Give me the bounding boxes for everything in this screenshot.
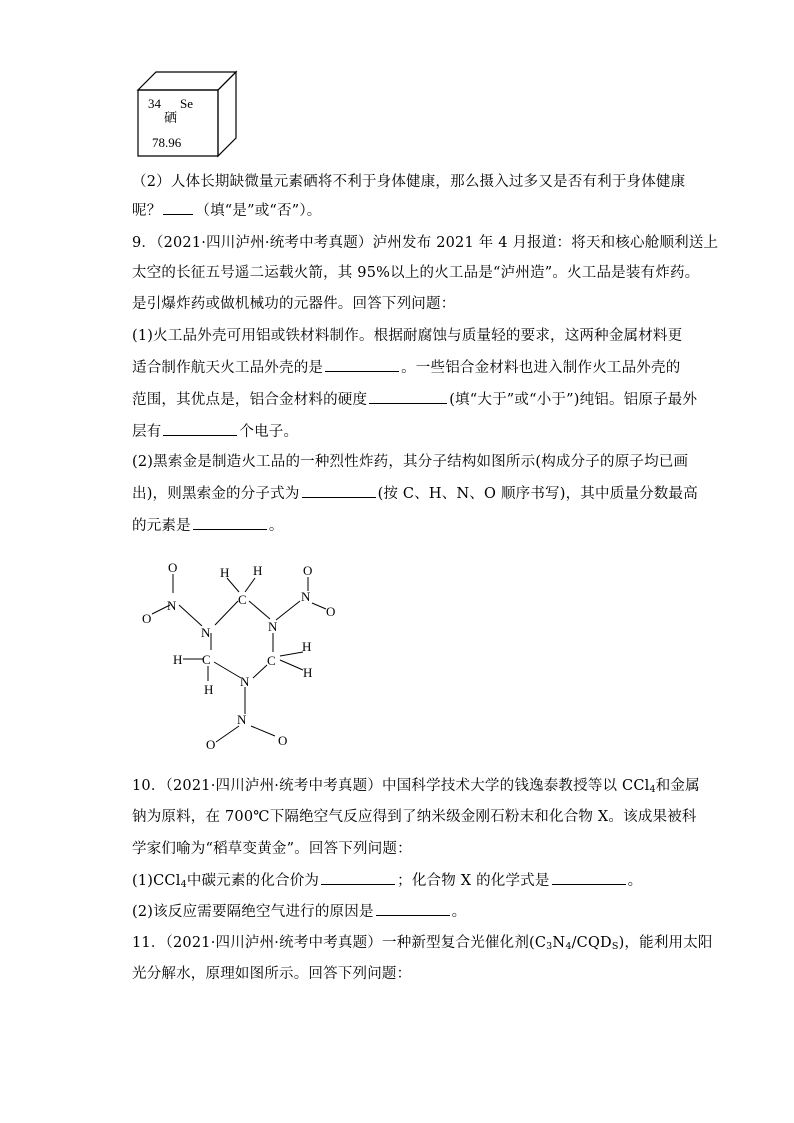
atom-o: O [303, 563, 313, 578]
atom-n: N [240, 674, 250, 689]
element-name: 硒 [164, 110, 178, 125]
element-symbol: Se [180, 96, 193, 111]
q9-line2: 太空的长征五号遥二运载火箭，其 95%以上的火工品是“泸州造”。火工品是装有炸药。 [132, 265, 700, 281]
q9-text: (按 C、H、N、O 顺序书写)，其中质量分数最高 [377, 486, 698, 502]
q9-text: (填“大于”或“小于”)纯铝。铝原子最外 [449, 392, 698, 408]
atom-o: O [278, 733, 288, 748]
subscript: 4 [649, 784, 656, 795]
q9-p1-line2 [132, 357, 680, 378]
atom-h: H [303, 665, 313, 680]
answer-blank[interactable] [369, 389, 447, 404]
q9-p2-line2 [132, 483, 698, 504]
atom-h: H [220, 565, 230, 580]
atom-n: N [201, 625, 211, 640]
atom-n: N [167, 598, 177, 613]
q9-p1-line3 [132, 389, 697, 410]
q11-line1 [132, 933, 713, 953]
atom-h: H [204, 682, 214, 697]
q9-p1-line1: (1)火工品外壳可用铝或铁材料制作。根据耐腐蚀与质量轻的要求，这两种金属材料更 [132, 328, 683, 344]
atom-c: C [267, 653, 276, 668]
q8-text: （填“是”或“否”）。 [195, 203, 322, 219]
q9-text: 适合制作航天火工品外壳的是 [132, 360, 324, 376]
subscript: 3 [546, 941, 553, 952]
atom-o: O [168, 560, 178, 575]
q8-text: 呢？ [132, 203, 162, 219]
q11-text: /CQD [571, 935, 612, 951]
q9-text: 。 [268, 518, 284, 534]
q9-text: 出)，则黑索金的分子式为 [132, 486, 300, 502]
q9-p2-line3 [132, 515, 284, 536]
q10-text: (2)该反应需要隔绝空气进行的原因是 [132, 904, 374, 920]
element-cube-outline [134, 68, 238, 160]
q11-text: N [552, 935, 566, 951]
atom-n: N [237, 712, 247, 727]
atom-o: O [326, 604, 336, 619]
q10-line1 [132, 776, 700, 796]
rdx-molecule-diagram [136, 556, 346, 756]
atom-n: N [268, 619, 278, 634]
subscript: S [611, 941, 619, 952]
q10-text: 。 [451, 904, 467, 920]
answer-blank[interactable] [552, 870, 626, 885]
atom-n: N [301, 589, 311, 604]
q8-part2-line1: （2）人体长期缺微量元素硒将不利于身体健康，那么摄入过多又是否有利于身体健康 [132, 174, 686, 190]
subscript: 4 [180, 879, 187, 890]
q10-p1 [132, 870, 642, 891]
selenium-element-card [134, 68, 238, 160]
q9-text: 个电子。 [239, 424, 299, 440]
q9-p2-line1: (2)黑索金是制造火工品的一种烈性炸药，其分子结构如图所示(构成分子的原子均已画 [132, 454, 689, 470]
answer-blank[interactable] [376, 901, 450, 916]
q9-line3: 是引爆炸药或做机械功的元器件。回答下列问题： [132, 296, 456, 312]
answer-blank[interactable] [321, 870, 395, 885]
q10-text: 。 [627, 873, 643, 889]
q10-text: ；化合物 X 的化学式是 [397, 873, 550, 889]
q9-p1-line4 [132, 421, 298, 442]
q10-text: (1)CCl [132, 873, 181, 889]
q11-text: 11．（2021·四川泸州·统考中考真题）一种新型复合光催化剂(C [132, 935, 547, 951]
atom-o: O [142, 611, 152, 626]
q8-part2-line2 [132, 200, 322, 221]
q10-text: 10．（2021·四川泸州·统考中考真题）中国科学技术大学的钱逸泰教授等以 CCl [132, 778, 650, 794]
q9-text: 的元素是 [132, 518, 191, 534]
atom-h: H [302, 639, 312, 654]
atom-c: C [202, 652, 211, 667]
answer-blank[interactable] [193, 515, 267, 530]
q10-line3: 学家们喻为“稻草变黄金”。回答下列问题： [132, 841, 412, 857]
q10-line2: 钠为原料，在 700℃下隔绝空气反应得到了纳米级金刚石粉末和化合物 X。该成果被科 [132, 809, 697, 825]
answer-blank[interactable] [163, 200, 193, 215]
q11-text: )，能利用太阳 [618, 935, 713, 951]
atom-o: O [206, 737, 216, 752]
atom-h: H [253, 563, 263, 578]
q9-text: 。一些铝合金材料也进入制作火工品外壳的 [401, 360, 681, 376]
atomic-mass: 78.96 [152, 135, 182, 150]
q9-line1: 9．（2021·四川泸州·统考中考真题）泸州发布 2021 年 4 月报道：将天和核心舱顺利送上 [132, 235, 719, 251]
q10-text: 中碳元素的化合价为 [186, 873, 320, 889]
atom-h: H [173, 652, 183, 667]
q11-line2: 光分解水，原理如图所示。回答下列问题： [132, 966, 412, 982]
q10-text: 和金属 [655, 778, 700, 794]
atomic-number: 34 [148, 96, 161, 111]
atom-c: C [238, 592, 247, 607]
q9-text: 范围，其优点是，铝合金材料的硬度 [132, 392, 368, 408]
answer-blank[interactable] [163, 421, 237, 436]
subscript: 4 [565, 941, 572, 952]
q10-p2 [132, 901, 466, 922]
answer-blank[interactable] [302, 483, 376, 498]
answer-blank[interactable] [325, 357, 399, 372]
q9-text: 层有 [132, 424, 162, 440]
